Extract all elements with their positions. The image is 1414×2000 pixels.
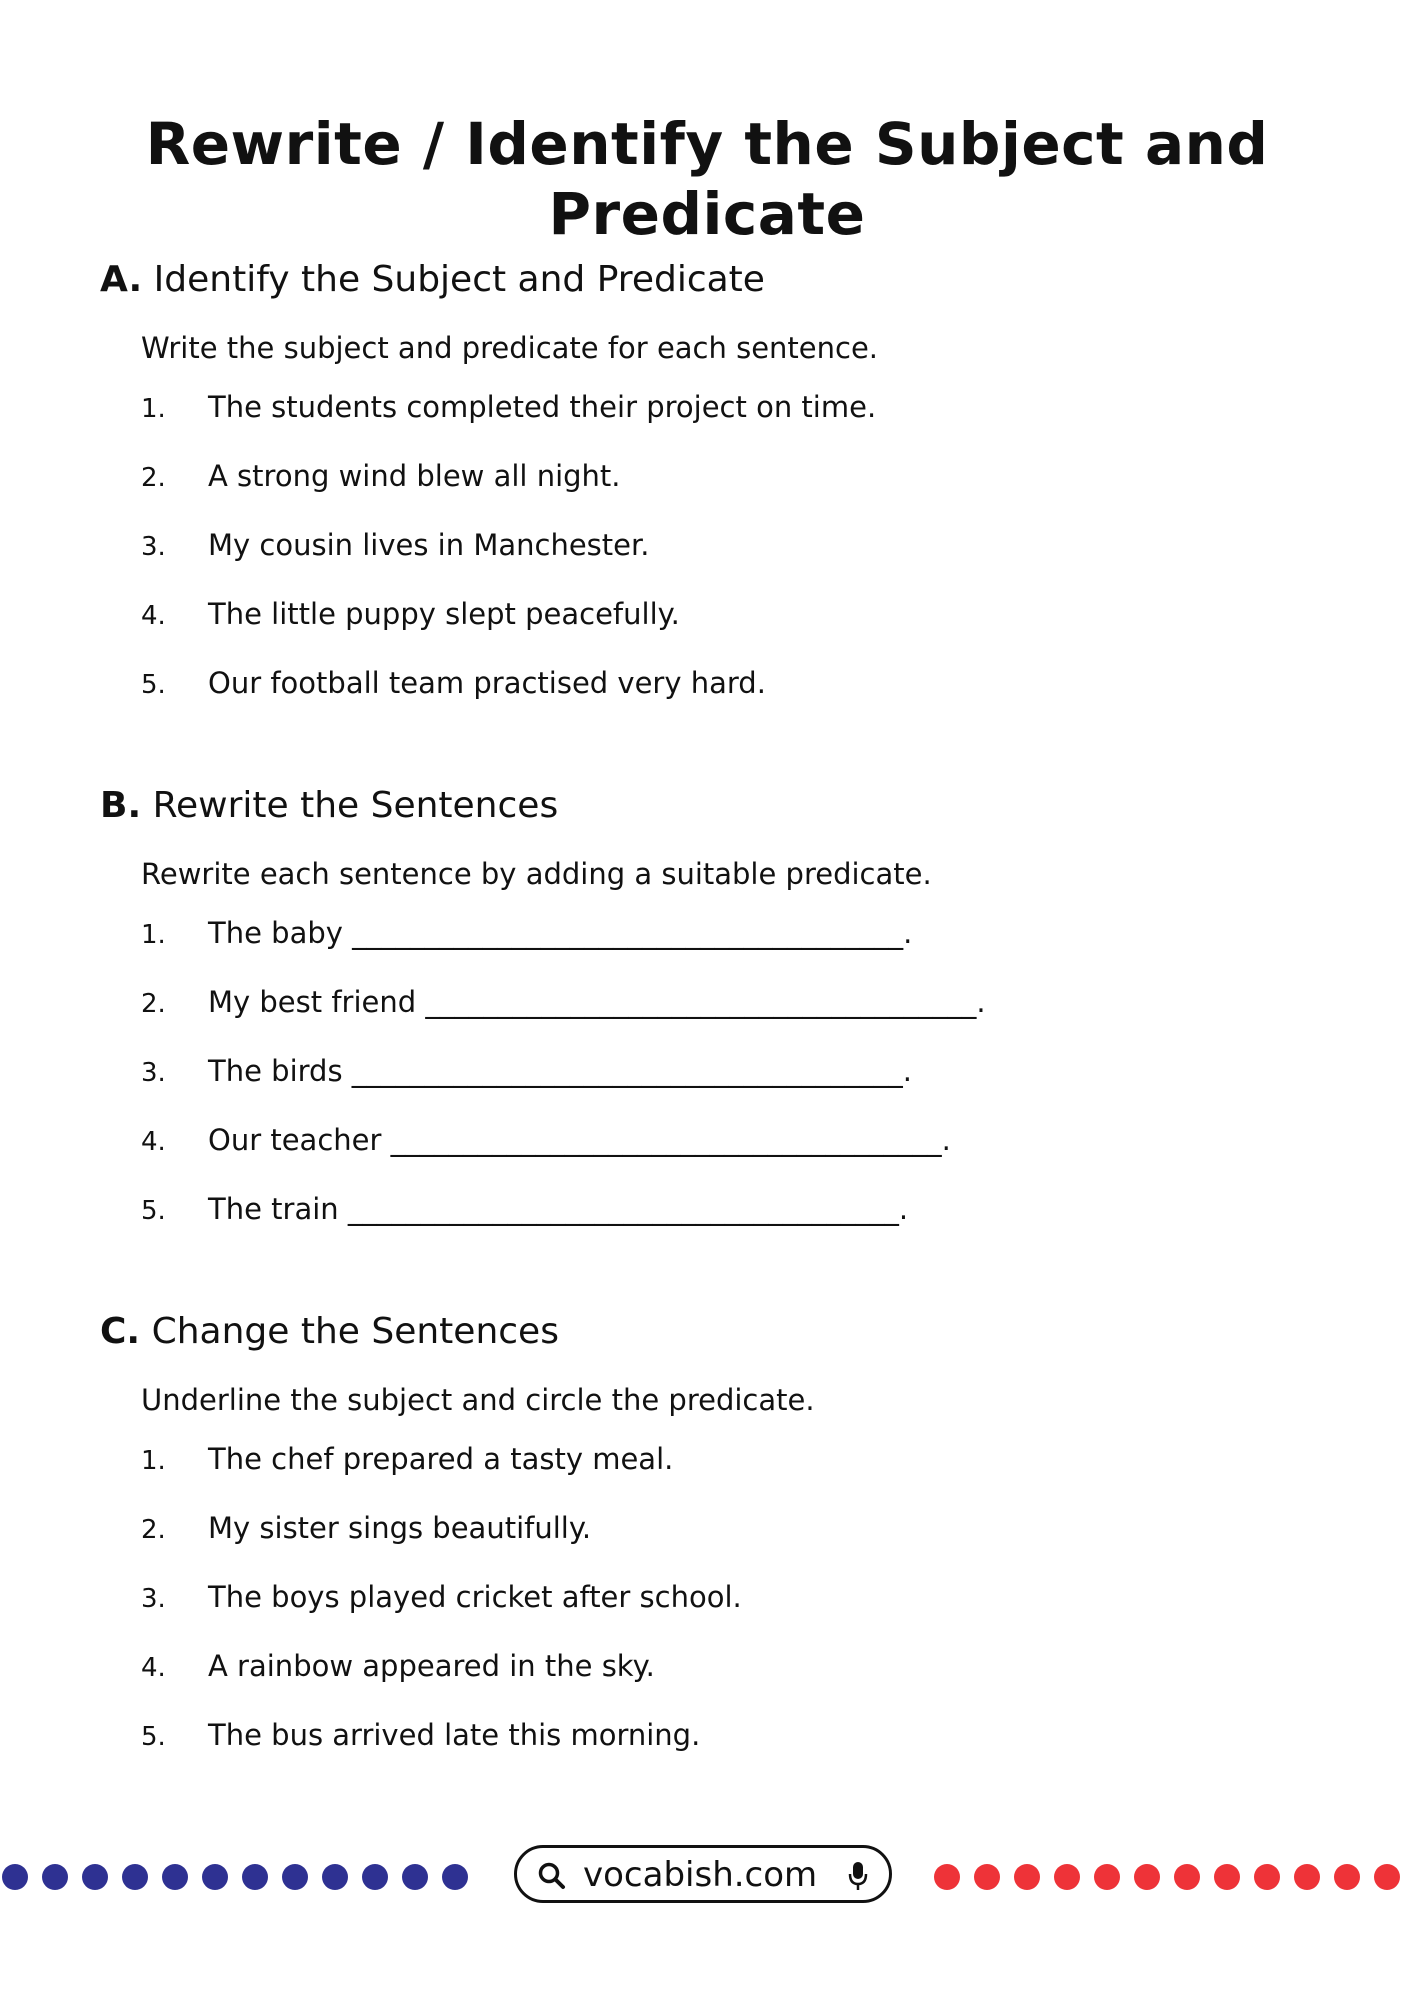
item-sentence: My cousin lives in Manchester. [208,527,650,562]
item-sentence: The birds ______________________________________. [208,1053,912,1088]
section-title: Change the Sentences [151,1311,559,1352]
page-title: Rewrite / Identify the Subject and Predicate [145,110,1269,248]
exercise-item [141,666,1340,735]
decorative-dot [1254,1864,1280,1890]
exercise-item [141,1123,1340,1192]
item-number: 1. [141,1445,166,1476]
item-sentence: A strong wind blew all night. [208,458,621,493]
decorative-dot [1134,1864,1160,1890]
exercise-item [141,1580,1340,1649]
item-sentence: The students completed their project on time. [208,389,877,424]
item-sentence: A rainbow appeared in the sky. [208,1648,655,1683]
item-number: 4. [141,1126,166,1157]
item-sentence: Our football team practised very hard. [208,665,766,700]
exercise-list [141,390,1340,735]
item-number: 3. [141,531,166,562]
exercise-list [141,916,1340,1261]
exercise-item [141,597,1340,666]
decorative-dot [282,1864,308,1890]
decorative-dot [974,1864,1000,1890]
site-search-bar[interactable] [514,1845,892,1903]
exercise-item [141,1442,1340,1511]
decorative-dot [122,1864,148,1890]
exercise-item [141,1718,1340,1787]
exercise-list [141,1442,1340,1787]
search-icon [537,1861,567,1891]
exercise-item [141,1649,1340,1718]
section-heading [100,784,1340,827]
section-letter: A. [100,259,143,300]
exercise-item [141,1511,1340,1580]
item-sentence: The train ______________________________________. [208,1191,909,1226]
section-letter: B. [100,785,142,826]
item-number: 4. [141,1652,166,1683]
decorative-dot [82,1864,108,1890]
microphone-icon [847,1860,869,1892]
decorative-dot [242,1864,268,1890]
section-a [100,258,1340,735]
decorative-dots-right [934,1864,1400,1890]
section-instruction: Underline the subject and circle the predicate. [141,1383,815,1418]
footer [0,1845,1414,1909]
section-title: Rewrite the Sentences [152,785,559,826]
exercise-item [141,916,1340,985]
exercise-item [141,985,1340,1054]
section-instruction: Rewrite each sentence by adding a suitable predicate. [141,857,932,892]
item-number: 3. [141,1583,166,1614]
item-sentence: My best friend ______________________________________. [208,984,986,1019]
item-number: 1. [141,919,166,950]
decorative-dot [1054,1864,1080,1890]
decorative-dot [162,1864,188,1890]
decorative-dot [1334,1864,1360,1890]
decorative-dots-left [2,1864,468,1890]
exercise-item [141,1054,1340,1123]
decorative-dot [402,1864,428,1890]
item-sentence: The boys played cricket after school. [208,1579,742,1614]
section-instruction: Write the subject and predicate for each sentence. [141,331,879,366]
decorative-dot [322,1864,348,1890]
exercise-item [141,528,1340,597]
site-name: vocabish.com [583,1855,818,1895]
item-sentence: Our teacher ______________________________________. [208,1122,951,1157]
item-number: 2. [141,1514,166,1545]
decorative-dot [934,1864,960,1890]
decorative-dot [2,1864,28,1890]
exercise-item [141,390,1340,459]
item-number: 2. [141,988,166,1019]
decorative-dot [1094,1864,1120,1890]
section-b [100,784,1340,1261]
exercise-item [141,459,1340,528]
item-sentence: The little puppy slept peacefully. [208,596,680,631]
section-heading [100,1310,1340,1353]
decorative-dot [42,1864,68,1890]
decorative-dot [1014,1864,1040,1890]
decorative-dot [202,1864,228,1890]
decorative-dot [1294,1864,1320,1890]
item-number: 2. [141,462,166,493]
decorative-dot [362,1864,388,1890]
decorative-dot [1174,1864,1200,1890]
section-c [100,1310,1340,1787]
decorative-dot [442,1864,468,1890]
section-letter: C. [100,1311,141,1352]
item-number: 3. [141,1057,166,1088]
item-sentence: My sister sings beautifully. [208,1510,592,1545]
item-sentence: The chef prepared a tasty meal. [208,1441,674,1476]
decorative-dot [1214,1864,1240,1890]
section-title: Identify the Subject and Predicate [153,259,765,300]
item-sentence: The baby ______________________________________. [208,915,913,950]
decorative-dot [1374,1864,1400,1890]
section-heading [100,258,1340,301]
item-number: 1. [141,393,166,424]
item-number: 5. [141,669,166,700]
exercise-item [141,1192,1340,1261]
item-number: 4. [141,600,166,631]
item-number: 5. [141,1195,166,1226]
item-sentence: The bus arrived late this morning. [208,1717,701,1752]
item-number: 5. [141,1721,166,1752]
